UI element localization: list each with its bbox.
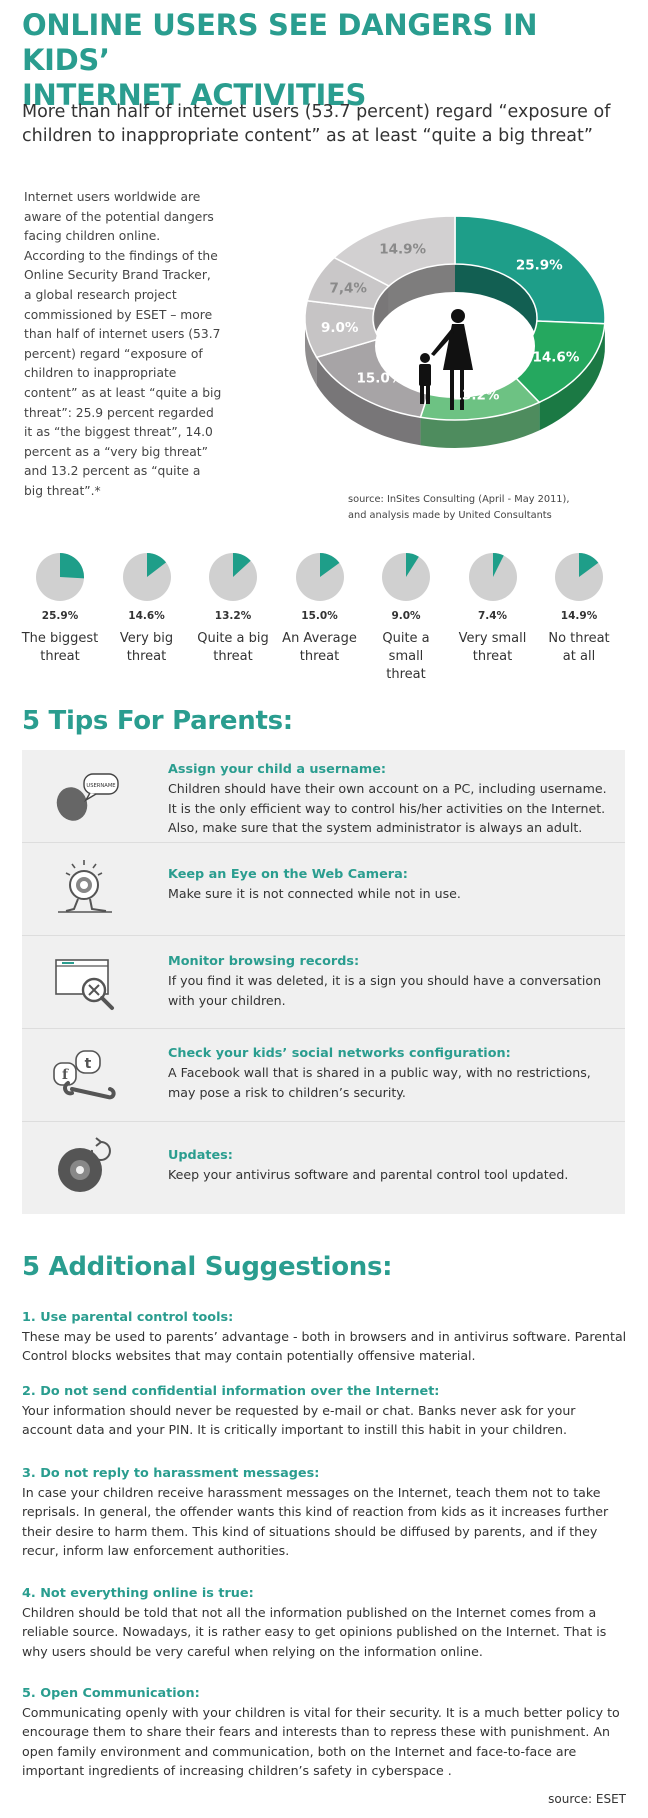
suggestion-body: Your information should never be requested by e-mail or chat. Banks never ask for your account data and your PIN. It is critically important to instill this habit in your children.: [22, 1403, 576, 1438]
mini-pie-category: [451, 630, 535, 666]
username-label: USERNAME: [86, 783, 116, 789]
donut-value-label: 7,4%: [329, 280, 367, 297]
mini-pie: [18, 552, 102, 666]
suggestion-body: Communicating openly with your children is vital for their security. It is a much better policy to encourage them to share their fears and interests than to repress these with punishment. An open family environment and communication, both on the Internet and face-to-face are important ingredients of increasing children’s safety in cyberspace .: [22, 1705, 620, 1779]
mini-pie-category-line: Quite a big: [197, 631, 269, 646]
tip-title: Monitor browsing records:: [168, 954, 360, 969]
suggestion-title: 5. Open Communication:: [22, 1686, 200, 1701]
chart-source-line-1: source: InSites Consulting (April - May 2011),: [348, 494, 570, 505]
suggestion-body: These may be used to parents’ advantage - both in browsers and in antivirus software. Parental Control blocks websites that may contain potentially offensive material.: [22, 1329, 627, 1364]
tip-body: If you find it was deleted, it is a sign you should have a conversation with your children.: [168, 973, 602, 1008]
suggestion-item: [22, 1464, 627, 1561]
threat-donut-chart: [290, 196, 630, 486]
suggestion-title: 2. Do not send confidential information over the Internet:: [22, 1384, 440, 1399]
suggestion-title: 3. Do not reply to harassment messages:: [22, 1466, 320, 1481]
tip-item: [22, 936, 625, 1029]
tip-body: Children should have their own account on a PC, including username. It is the only efficient way to control his/her activities on the Internet. Also, make sure that the system administrator is always an adult.: [168, 781, 607, 836]
tip-title: Check your kids’ social networks configuration:: [168, 1046, 511, 1061]
mini-pie-category-line: at all: [562, 649, 596, 664]
mini-pie-chart: [381, 552, 431, 602]
mini-pie-category-line: threat: [472, 649, 513, 664]
mini-pie-row: [22, 552, 632, 682]
title-line-2: INTERNET ACTIVITIES: [22, 78, 367, 112]
mini-pie-value: 13.2%: [214, 610, 252, 622]
suggestions-heading: 5 Additional Suggestions:: [22, 1252, 393, 1282]
suggestion-item: [22, 1308, 627, 1366]
donut-value-label: 14.9%: [379, 241, 427, 258]
donut-value-label: 15.0%: [356, 370, 404, 387]
tip-body: A Facebook wall that is shared in a public way, with no restrictions, may pose a risk to children’s security.: [168, 1065, 591, 1100]
mini-pie-category-line: The biggest: [21, 631, 99, 646]
donut-value-label: 13.2%: [452, 387, 500, 404]
suggestion-body: In case your children receive harassment messages on the Internet, teach them not to take reprisals. In general, the offender wants this kind of reaction from kids as it increases further their desire to harm them. This kind of situations should be diffused by parents, and if they recur, inform law enforcement authorities.: [22, 1485, 609, 1559]
mini-pie-category-line: An Average: [282, 631, 357, 646]
tip-body: Make sure it is not connected while not in use.: [168, 886, 461, 901]
mini-pie-value: 7.4%: [477, 610, 508, 622]
tips-panel: [22, 750, 625, 1214]
suggestion-item: [22, 1584, 627, 1661]
mini-pie-category-line: threat: [299, 649, 340, 664]
mini-pie-value: 14.9%: [560, 610, 598, 622]
donut-value-label: 14.6%: [532, 349, 580, 366]
tip-item: [22, 1029, 625, 1122]
mini-pie: [191, 552, 275, 666]
mini-pie-value: 14.6%: [128, 610, 165, 622]
suggestion-item: [22, 1684, 627, 1781]
mini-pie-category: [364, 630, 448, 684]
tip-body: Keep your antivirus software and parental control tool updated.: [168, 1167, 569, 1182]
suggestion-title: 1. Use parental control tools:: [22, 1310, 234, 1325]
donut-value-label: 9.0%: [321, 319, 359, 336]
browser-search-icon: [50, 954, 120, 1014]
mini-pie-category-line: threat: [213, 649, 253, 664]
tip-title: Updates:: [168, 1148, 233, 1163]
mini-pie-category-line: Very big: [119, 631, 174, 646]
chart-source-line-2: and analysis made by United Consultants: [348, 510, 552, 521]
mini-pie-category: [537, 630, 621, 666]
mini-pie: [451, 552, 535, 666]
mini-pie-category-line: threat: [40, 649, 80, 664]
mini-pie-category-line: No threat: [548, 631, 610, 646]
suggestion-body: Children should be told that not all the information published on the Internet comes from a reliable source. Nowadays, it is rather easy to get opinions published on the Internet. That is why users should be very careful when relying on the information online.: [22, 1605, 607, 1659]
mini-pie-chart: [295, 552, 345, 602]
mini-pie-chart: [122, 552, 172, 602]
page-subtitle: More than half of internet users (53.7 percent) regard “exposure of children to inappropriate content” as at least “quite a big threat”: [22, 102, 611, 146]
page-title: [22, 8, 632, 113]
mini-pie: [278, 552, 362, 666]
username-bubble-icon: [50, 766, 120, 826]
mini-pie-value: 25.9%: [41, 610, 79, 622]
suggestion-item: [22, 1382, 627, 1440]
chart-source: [348, 492, 628, 524]
tips-heading: 5 Tips For Parents:: [22, 706, 293, 736]
mini-pie-value: 15.0%: [301, 610, 338, 622]
mini-pie-category: [278, 630, 362, 666]
mini-pie-category-line: Quite a small: [382, 631, 430, 664]
tip-item: [22, 1122, 625, 1214]
footer-source: source: ESET: [548, 1792, 626, 1806]
mini-pie-category-line: threat: [386, 667, 426, 682]
webcam-icon: [50, 857, 120, 917]
mini-pie-category: [18, 630, 102, 666]
title-line-1: ONLINE USERS SEE DANGERS IN KIDS’: [22, 8, 538, 77]
mini-pie: [537, 552, 621, 666]
mini-pie-category: [191, 630, 275, 666]
disc-update-icon: [50, 1136, 120, 1196]
tip-title: Keep an Eye on the Web Camera:: [168, 867, 408, 882]
mini-pie: [364, 552, 448, 684]
mini-pie-chart: [208, 552, 258, 602]
svg-text:f: f: [61, 1067, 69, 1083]
mini-pie-chart: [35, 552, 85, 602]
mini-pie-category-line: Very small: [458, 631, 527, 646]
mini-pie-category: [105, 630, 189, 666]
tip-title: Assign your child a username:: [168, 762, 387, 777]
mini-pie-slice: [60, 553, 84, 578]
mini-pie-chart: [468, 552, 518, 602]
mini-pie-value: 9.0%: [391, 610, 421, 622]
intro-paragraph: Internet users worldwide are aware of the potential dangers facing children online. According to the findings of the Online Security Brand Tracker, a global research project commissioned by ESET – more than half of internet users (53.7 percent) regard “exposure of children to inappropriate content” as at least “quite a big threat”: 25.9 percent regarded it as “the biggest threat”, 14.0 percent as a “very big threat” and 13.2 percent as “quite a big threat”.*: [24, 190, 222, 498]
mini-pie: [105, 552, 189, 666]
tip-item: [22, 843, 625, 936]
social-wrench-icon: [50, 1045, 120, 1105]
mini-pie-chart: [554, 552, 604, 602]
svg-text:t: t: [84, 1056, 92, 1072]
suggestion-title: 4. Not everything online is true:: [22, 1586, 254, 1601]
donut-value-label: 25.9%: [515, 257, 563, 274]
mini-pie-category-line: threat: [126, 649, 167, 664]
tip-item: [22, 750, 625, 843]
